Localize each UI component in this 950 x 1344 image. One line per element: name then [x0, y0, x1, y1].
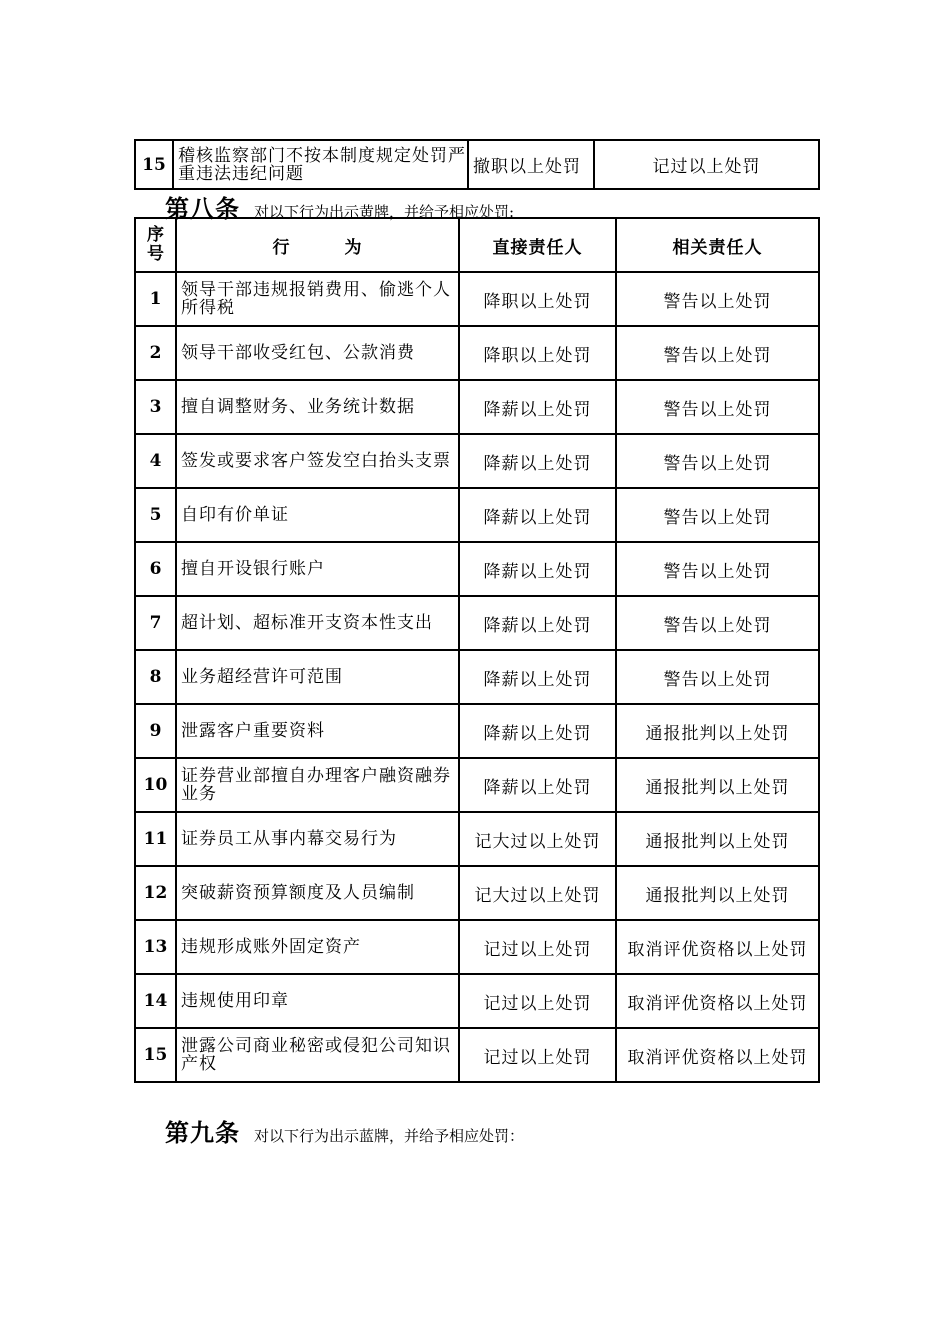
- direct-penalty-cell: 降薪以上处罚: [459, 488, 616, 542]
- related-penalty-cell: 警告以上处罚: [616, 434, 819, 488]
- table-row: [135, 596, 819, 650]
- related-penalty-cell: 警告以上处罚: [616, 542, 819, 596]
- table-row: [135, 380, 819, 434]
- related-penalty-cell: 警告以上处罚: [616, 272, 819, 326]
- table-row: [135, 140, 819, 189]
- direct-penalty-cell: 降薪以上处罚: [459, 758, 616, 812]
- direct-penalty-cell: 记过以上处罚: [459, 920, 616, 974]
- direct-penalty-cell: 降薪以上处罚: [459, 380, 616, 434]
- header-behavior: 行 为: [176, 218, 459, 272]
- related-penalty-cell: 警告以上处罚: [616, 650, 819, 704]
- direct-penalty-cell: 降薪以上处罚: [459, 542, 616, 596]
- row-number: 9: [135, 704, 176, 758]
- behavior-cell: 违规使用印章: [176, 974, 459, 1028]
- row-number: 5: [135, 488, 176, 542]
- behavior-cell: 超计划、超标准开支资本性支出: [176, 596, 459, 650]
- behavior-cell: 违规形成账外固定资产: [176, 920, 459, 974]
- direct-penalty-cell: 记大过以上处罚: [459, 812, 616, 866]
- related-penalty-cell: 取消评优资格以上处罚: [616, 1028, 819, 1082]
- row-number: 3: [135, 380, 176, 434]
- table-row: [135, 866, 819, 920]
- table-row: [135, 704, 819, 758]
- related-penalty-cell: 记过以上处罚: [594, 140, 819, 189]
- row-number: 10: [135, 758, 176, 812]
- article-8-description: 对以下行为出示黄牌，并给予相应处罚:: [254, 203, 515, 221]
- related-penalty-cell: 通报批判以上处罚: [616, 704, 819, 758]
- behavior-cell: 业务超经营许可范围: [176, 650, 459, 704]
- table-row: [135, 974, 819, 1028]
- direct-penalty-cell: 记过以上处罚: [459, 974, 616, 1028]
- direct-penalty-cell: 记过以上处罚: [459, 1028, 616, 1082]
- behavior-cell: 签发或要求客户签发空白抬头支票: [176, 434, 459, 488]
- direct-penalty-cell: 降薪以上处罚: [459, 596, 616, 650]
- behavior-cell: 证券员工从事内幕交易行为: [176, 812, 459, 866]
- row-number: 12: [135, 866, 176, 920]
- article-8-table: [134, 217, 820, 1083]
- row-number: 15: [135, 140, 173, 189]
- direct-penalty-cell: 降薪以上处罚: [459, 704, 616, 758]
- table-row: [135, 542, 819, 596]
- table-row: [135, 272, 819, 326]
- table-row: [135, 920, 819, 974]
- table-row: [135, 758, 819, 812]
- article-8-title: 第八条: [165, 194, 240, 223]
- row-number: 6: [135, 542, 176, 596]
- row-number: 14: [135, 974, 176, 1028]
- related-penalty-cell: 警告以上处罚: [616, 596, 819, 650]
- table-row: [135, 650, 819, 704]
- row-number: 1: [135, 272, 176, 326]
- behavior-cell: 擅自开设银行账户: [176, 542, 459, 596]
- behavior-cell: 稽核监察部门不按本制度规定处罚严重违法违纪问题: [173, 140, 468, 189]
- table-row: [135, 1028, 819, 1082]
- row-number: 7: [135, 596, 176, 650]
- behavior-cell: 突破薪资预算额度及人员编制: [176, 866, 459, 920]
- table-body: [135, 272, 819, 1082]
- behavior-cell: 自印有价单证: [176, 488, 459, 542]
- table-row: [135, 488, 819, 542]
- related-penalty-cell: 通报批判以上处罚: [616, 812, 819, 866]
- related-penalty-cell: 警告以上处罚: [616, 380, 819, 434]
- behavior-cell: 泄露公司商业秘密或侵犯公司知识产权: [176, 1028, 459, 1082]
- behavior-cell: 擅自调整财务、业务统计数据: [176, 380, 459, 434]
- direct-penalty-cell: 记大过以上处罚: [459, 866, 616, 920]
- row-number: 2: [135, 326, 176, 380]
- table-row: [135, 434, 819, 488]
- table-header-row: [135, 218, 819, 272]
- related-penalty-cell: 通报批判以上处罚: [616, 866, 819, 920]
- table-row: [135, 812, 819, 866]
- direct-penalty-cell: 降职以上处罚: [459, 326, 616, 380]
- row-number: 4: [135, 434, 176, 488]
- row-number: 15: [135, 1028, 176, 1082]
- direct-penalty-cell: 降薪以上处罚: [459, 650, 616, 704]
- related-penalty-cell: 通报批判以上处罚: [616, 758, 819, 812]
- behavior-cell: 泄露客户重要资料: [176, 704, 459, 758]
- article-9-heading: [165, 1113, 524, 1148]
- related-penalty-cell: 取消评优资格以上处罚: [616, 974, 819, 1028]
- header-related: 相关责任人: [616, 218, 819, 272]
- related-penalty-cell: 取消评优资格以上处罚: [616, 920, 819, 974]
- header-seq: 序号: [135, 218, 176, 272]
- related-penalty-cell: 警告以上处罚: [616, 488, 819, 542]
- direct-penalty-cell: 降薪以上处罚: [459, 434, 616, 488]
- row-number: 8: [135, 650, 176, 704]
- behavior-cell: 领导干部违规报销费用、偷逃个人所得税: [176, 272, 459, 326]
- table-row: [135, 326, 819, 380]
- related-penalty-cell: 警告以上处罚: [616, 326, 819, 380]
- continuation-table: [134, 139, 820, 190]
- direct-penalty-cell: 撤职以上处罚: [468, 140, 594, 189]
- row-number: 11: [135, 812, 176, 866]
- direct-penalty-cell: 降职以上处罚: [459, 272, 616, 326]
- behavior-cell: 领导干部收受红包、公款消费: [176, 326, 459, 380]
- behavior-cell: 证券营业部擅自办理客户融资融券业务: [176, 758, 459, 812]
- article-9-title: 第九条: [165, 1118, 240, 1147]
- header-direct: 直接责任人: [459, 218, 616, 272]
- row-number: 13: [135, 920, 176, 974]
- article-9-description: 对以下行为出示蓝牌，并给予相应处罚：: [254, 1127, 525, 1145]
